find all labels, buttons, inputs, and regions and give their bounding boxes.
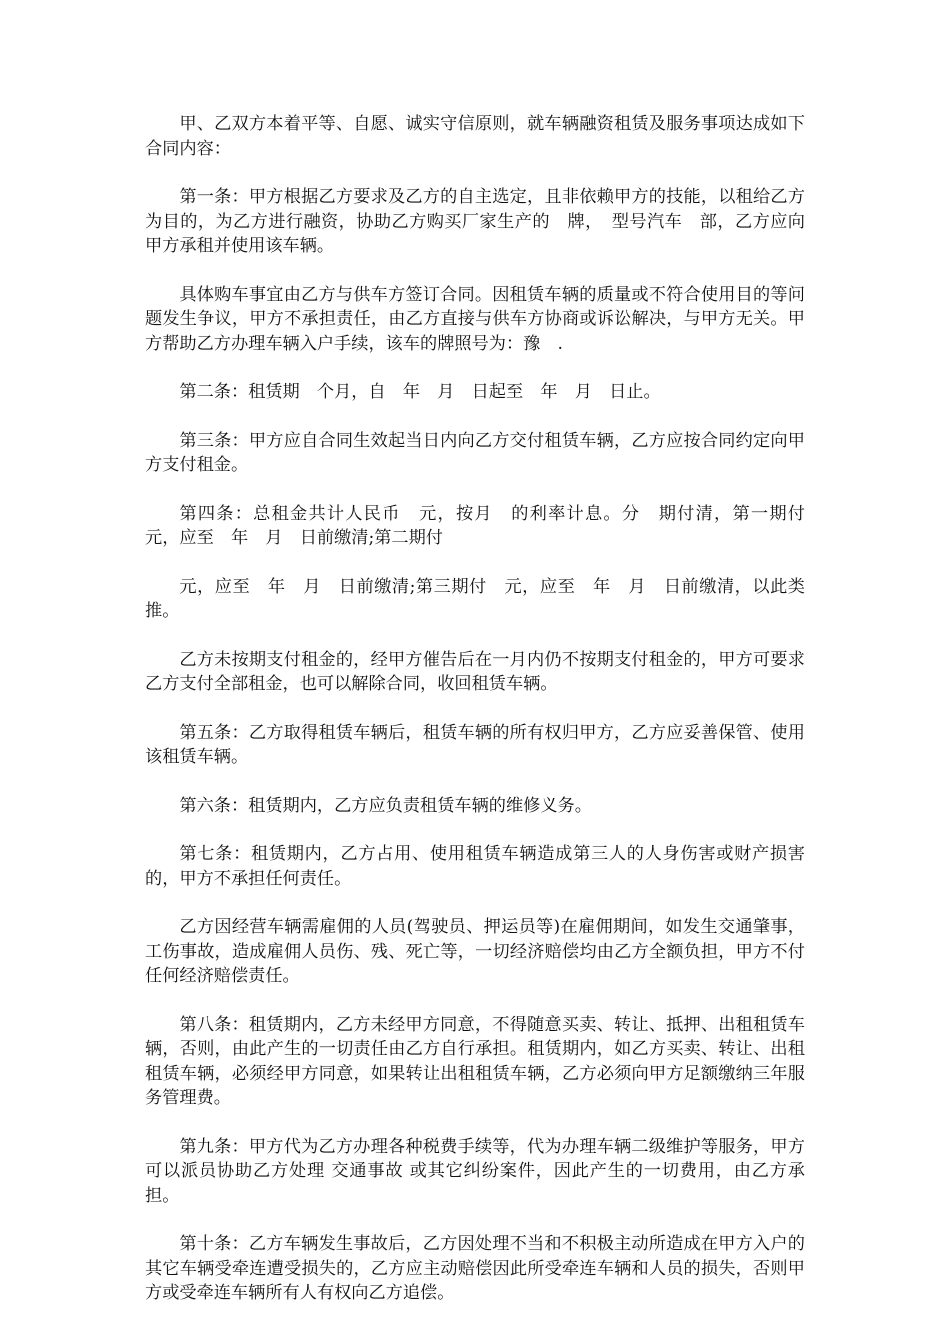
article-4-continued-paragraph: 元，应至 年 月 日前缴清;第三期付 元，应至 年 月 日前缴清，以此类推。	[145, 576, 805, 621]
article-10-paragraph: 第十条：乙方车辆发生事故后，乙方因处理不当和不积极主动所造成在甲方入户的其它车辆受牵连遭受损失的，乙方应主动赔偿因此所受牵连车辆和人员的损失，否则甲方或受牵连车辆所有人有权向乙方追偿。	[145, 1234, 805, 1303]
article-1-paragraph: 第一条：甲方根据乙方要求及乙方的自主选定，且非依赖甲方的技能，以租给乙方为目的，为乙方进行融资，协助乙方购买厂家生产的 牌， 型号汽车 部，乙方应向甲方承租并使用该车辆。	[145, 187, 805, 256]
article-7-paragraph: 第七条：租赁期内，乙方占用、使用租赁车辆造成第三人的人身伤害或财产损害的，甲方不承担任何责任。	[145, 844, 805, 889]
intro-paragraph: 甲、乙双方本着平等、自愿、诚实守信原则，就车辆融资租赁及服务事项达成如下合同内容：	[145, 114, 805, 159]
article-2-paragraph: 第二条：租赁期 个月，自 年 月 日起至 年 月 日止。	[179, 382, 661, 402]
article-3-paragraph: 第三条：甲方应自合同生效起当日内向乙方交付租赁车辆，乙方应按合同约定向甲方支付租金。	[145, 430, 805, 475]
purchase-details-paragraph: 具体购车事宜由乙方与供车方签订合同。因租赁车辆的质量或不符合使用目的等问题发生争议，甲方不承担责任，由乙方直接与供车方协商或诉讼解决，与甲方无关。甲方帮助乙方办理车辆入户手续，该车的牌照号为：豫 .	[145, 284, 805, 354]
employee-liability-paragraph: 乙方因经营车辆需雇佣的人员(驾驶员、押运员等)在雇佣期间，如发生交通肇事，工伤事故，造成雇佣人员伤、残、死亡等，一切经济赔偿均由乙方全额负担，甲方不付任何经济赔偿责任。	[145, 917, 805, 986]
article-8-paragraph: 第八条：租赁期内，乙方未经甲方同意，不得随意买卖、转让、抵押、出租租赁车辆，否则，由此产生的一切责任由乙方自行承担。租赁期内，如乙方买卖、转让、出租租赁车辆，必须经甲方同意，如果转让出租租赁车辆，乙方必须向甲方足额缴纳三年服务管理费。	[145, 1014, 805, 1108]
late-payment-paragraph: 乙方未按期支付租金的，经甲方催告后在一月内仍不按期支付租金的，甲方可要求乙方支付全部租金，也可以解除合同，收回租赁车辆。	[145, 649, 805, 694]
contract-body	[145, 112, 823, 1330]
article-9-paragraph: 第九条：甲方代为乙方办理各种税费手续等，代为办理车辆二级维护等服务，甲方可以派员协助乙方处理 交通事故 或其它纠纷案件，因此产生的一切费用，由乙方承担。	[145, 1136, 805, 1206]
article-6-paragraph: 第六条：租赁期内，乙方应负责租赁车辆的维修义务。	[179, 795, 592, 816]
article-5-paragraph: 第五条：乙方取得租赁车辆后，租赁车辆的所有权归甲方，乙方应妥善保管、使用该租赁车辆。	[145, 722, 805, 767]
article-4-paragraph: 第四条：总租金共计人民币 元，按月 的利率计息。分 期付清，第一期付 元，应至 年 月 日前缴清;第二期付	[145, 503, 823, 548]
